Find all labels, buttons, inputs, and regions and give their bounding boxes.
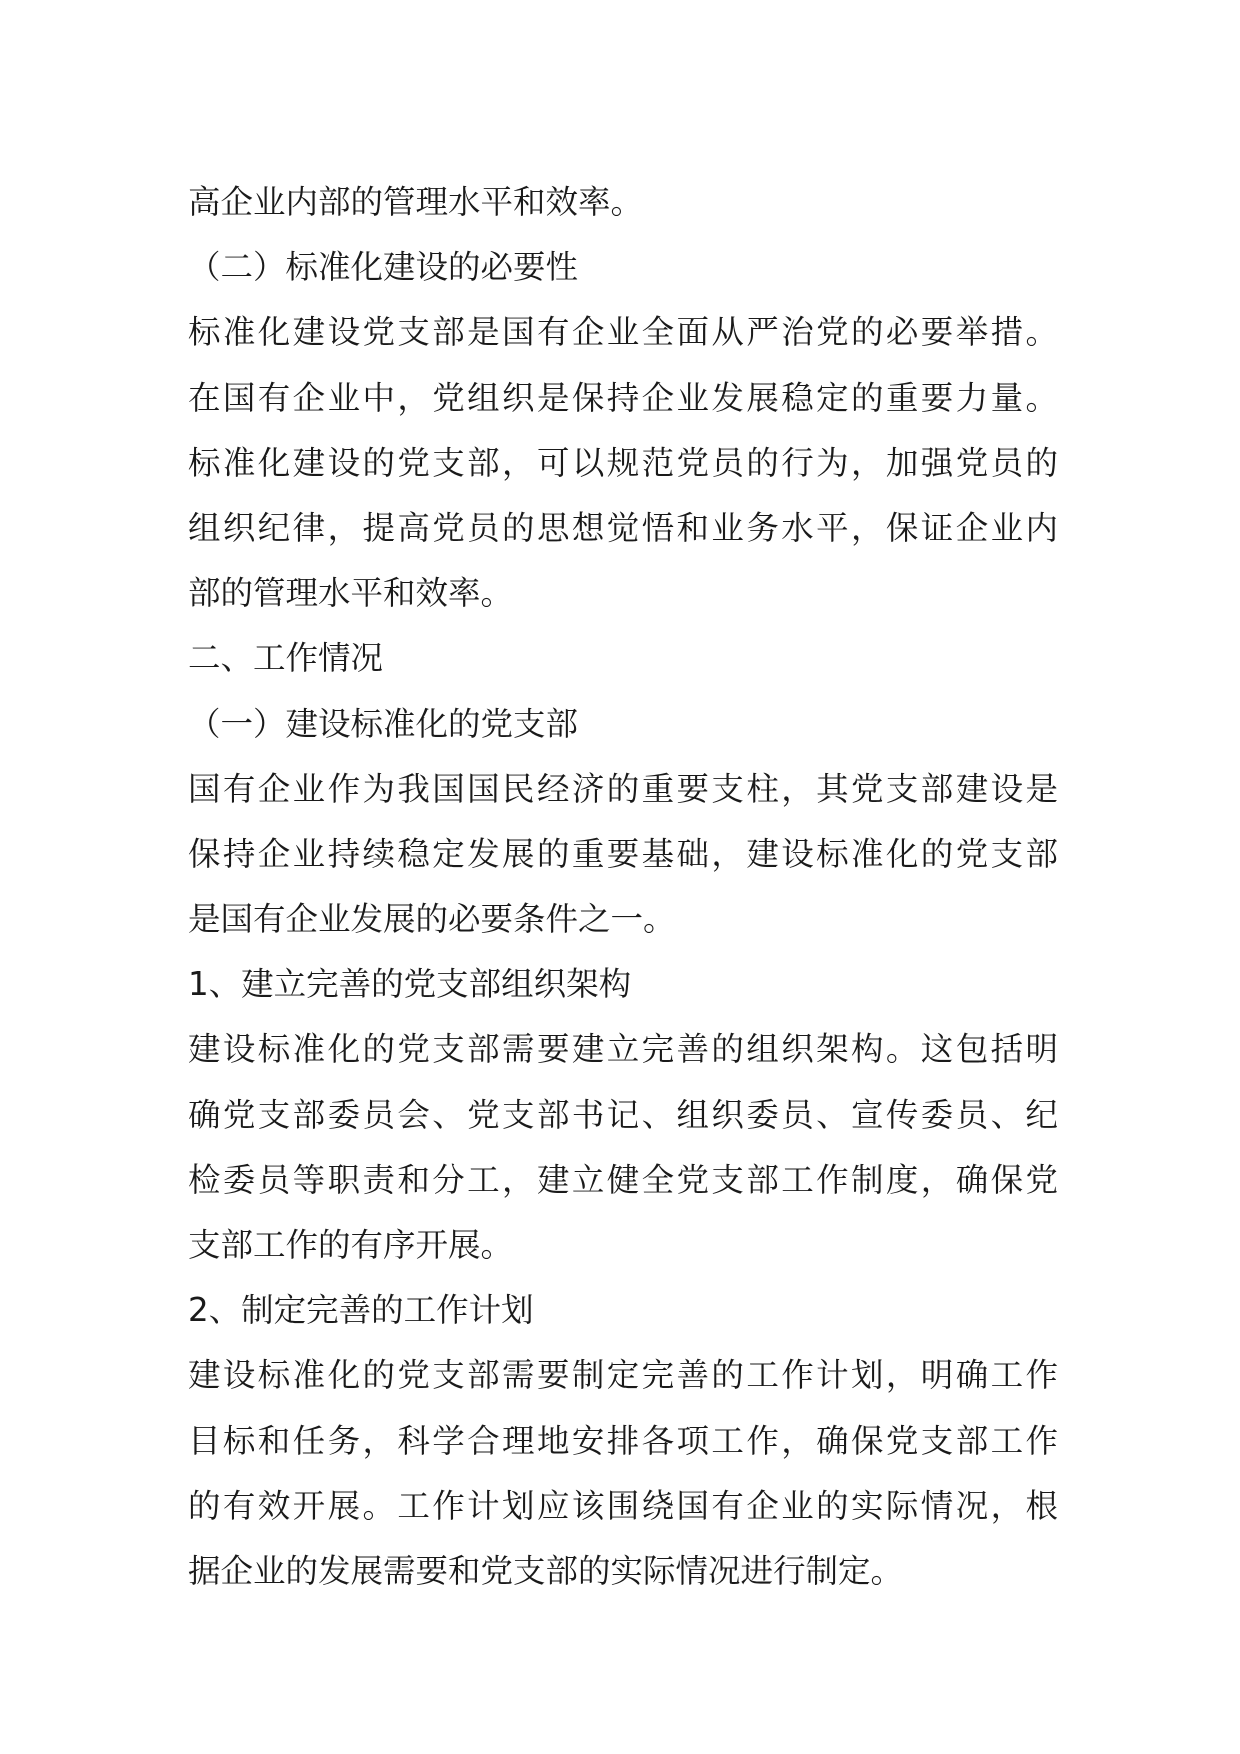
text-line: 据企业的发展需要和党支部的实际情况进行制定。 <box>188 1551 904 1590</box>
section-heading: （二）标准化建设的必要性 <box>188 248 579 287</box>
text-line: 国有企业作为我国国民经济的重要支柱，其党支部建设是 <box>188 769 1058 808</box>
subsection-heading: 2、制定完善的工作计划 <box>188 1291 534 1330</box>
text-line: 组织纪律，提高党员的思想觉悟和业务水平，保证企业内 <box>188 508 1058 547</box>
text-line: 的有效开展。工作计划应该围绕国有企业的实际情况，根 <box>188 1486 1058 1525</box>
text-line: 确党支部委员会、党支部书记、组织委员、宣传委员、纪 <box>188 1095 1058 1134</box>
text-line: 高企业内部的管理水平和效率。 <box>188 183 644 221</box>
text-line: 标准化建设的党支部，可以规范党员的行为，加强党员的 <box>188 443 1058 482</box>
text-line: 目标和任务，科学合理地安排各项工作，确保党支部工作 <box>188 1421 1058 1460</box>
text-line: 在国有企业中，党组织是保持企业发展稳定的重要力量。 <box>188 378 1058 417</box>
text-line: 检委员等职责和分工，建立健全党支部工作制度，确保党 <box>188 1160 1058 1199</box>
text-line: 标准化建设党支部是国有企业全面从严治党的必要举措。 <box>188 313 1058 352</box>
subsection-heading: 1、建立完善的党支部组织架构 <box>188 965 632 1004</box>
text-line: 是国有企业发展的必要条件之一。 <box>188 900 676 939</box>
text-line: 部的管理水平和效率。 <box>188 574 514 613</box>
text-line: 保持企业持续稳定发展的重要基础，建设标准化的党支部 <box>188 834 1058 873</box>
chapter-heading: 二、工作情况 <box>188 639 384 678</box>
section-heading: （一）建设标准化的党支部 <box>188 704 579 743</box>
text-line: 支部工作的有序开展。 <box>188 1226 514 1264</box>
document-body <box>188 170 1058 1604</box>
text-line: 建设标准化的党支部需要建立完善的组织架构。这包括明 <box>188 1030 1058 1069</box>
text-line: 建设标准化的党支部需要制定完善的工作计划，明确工作 <box>188 1356 1058 1395</box>
